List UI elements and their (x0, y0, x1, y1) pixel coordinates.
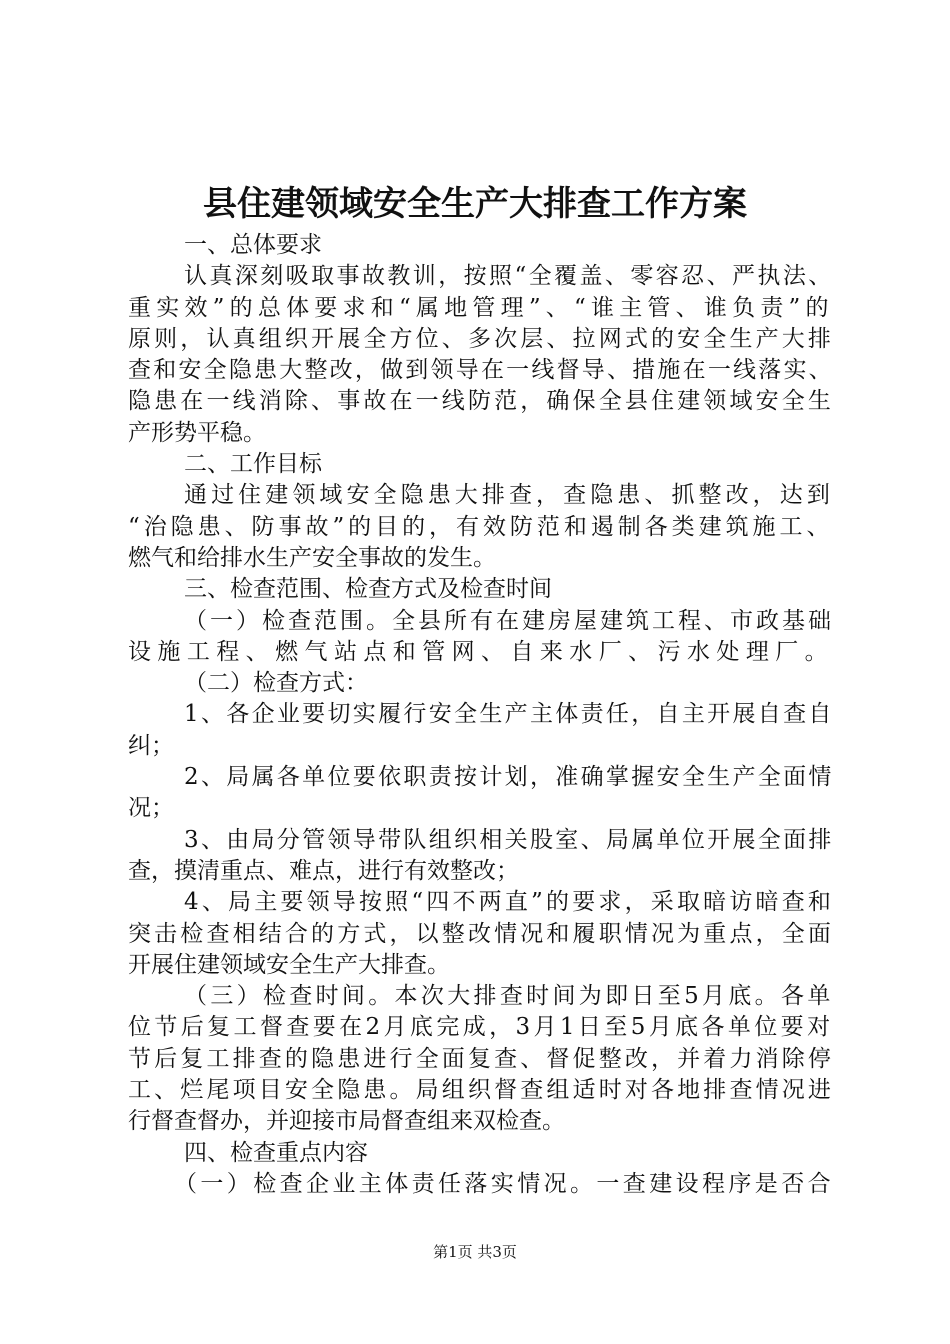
page-footer: 第1页 共3页 (433, 1243, 517, 1261)
body-line: 查，摸清重点、难点，进行有效整改； (128, 857, 519, 884)
body-line: 1、各企业要切实履行安全生产主体责任，自主开展自查自 (184, 701, 834, 728)
body-line: 隐患在一线消除、事故在一线防范，确保全县住建领域安全生 (128, 388, 835, 415)
body-line: 认真深刻吸取事故教训，按照“全覆盖、零容忍、严执法、 (184, 263, 834, 290)
body-line: 位节后复工督查要在2月底完成，3月1日至5月底各单位要对 (128, 1014, 834, 1041)
body-line: 四、检查重点内容 (184, 1139, 368, 1166)
body-line: 原则，认真组织开展全方位、多次层、拉网式的安全生产大排 (128, 325, 835, 352)
body-line: 2、局属各单位要依职责按计划，准确掌握安全生产全面情 (184, 764, 834, 791)
document-body (128, 230, 834, 1200)
body-line: 4、局主要领导按照“四不两直”的要求，采取暗访暗查和 (184, 889, 835, 916)
body-line: 三、检查范围、检查方式及检查时间 (184, 576, 552, 603)
body-line: 工、烂尾项目安全隐患。局组织督查组适时对各地排查情况进 (128, 1077, 835, 1104)
body-line: 通过住建领域安全隐患大排查，查隐患、抓整改，达到 (184, 482, 834, 509)
document-title: 县住建领域安全生产大排查工作方案 (203, 184, 747, 224)
body-line: 燃气和给排水生产安全事故的发生。 (128, 544, 496, 571)
body-line: 3、由局分管领导带队组织相关股室、局属单位开展全面排 (184, 826, 834, 853)
body-line: 行督查督办，并迎接市局督查组来双检查。 (128, 1108, 565, 1135)
body-line: 产形势平稳。 (128, 419, 266, 446)
body-line: 重实效”的总体要求和“属地管理”、“谁主管、谁负责”的 (128, 294, 834, 321)
body-line: “治隐患、防事故”的目的，有效防范和遏制各类建筑施工、 (128, 513, 834, 540)
body-line: （二）检查方式： (184, 670, 368, 697)
body-line: 开展住建领域安全生产大排查。 (128, 951, 450, 978)
body-line: 一、总体要求 (184, 232, 322, 258)
body-line: 纠； (128, 732, 174, 759)
body-line: 节后复工排查的隐患进行全面复查、督促整改，并着力消除停 (128, 1045, 835, 1072)
body-line: 突击检查相结合的方式，以整改情况和履职情况为重点，全面 (128, 920, 835, 947)
body-line: （一）检查企业主体责任落实情况。一查建设程序是否合 (174, 1170, 834, 1197)
body-line: 查和安全隐患大整改，做到领导在一线督导、措施在一线落实、 (128, 357, 834, 384)
body-line: 二、工作目标 (184, 451, 322, 478)
body-line: （三）检查时间。本次大排查时间为即日至5月底。各单 (184, 983, 834, 1010)
body-line: （一）检查范围。全县所有在建房屋建筑工程、市政基础 (184, 607, 834, 634)
body-line: 设施工程、燃气站点和管网、自来水厂、污水处理厂。 (128, 638, 835, 665)
body-line: 况； (128, 795, 174, 822)
